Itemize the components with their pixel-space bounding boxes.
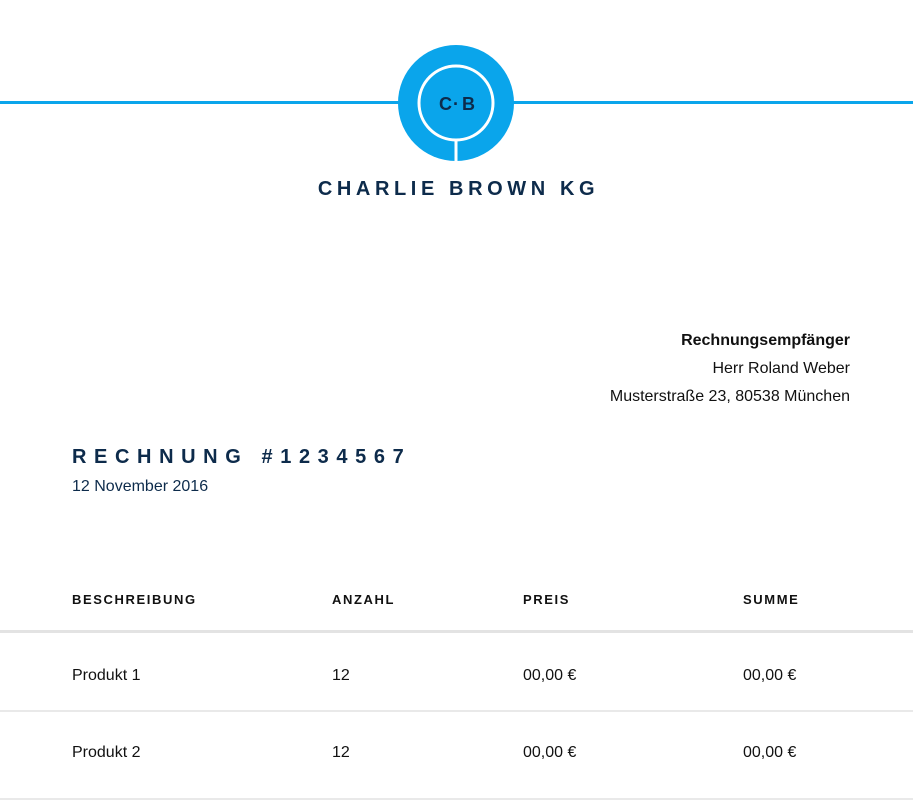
column-header-description: BESCHREIBUNG [72,592,197,607]
recipient-name: Herr Roland Weber [712,360,850,377]
cell-total: 00,00 € [743,744,797,761]
invoice-date: 12 November 2016 [72,478,209,495]
cell-total: 00,00 € [743,667,797,684]
company-logo [398,45,514,161]
row-divider [0,798,913,800]
cell-description: Produkt 1 [72,667,141,684]
recipient-address: Musterstraße 23, 80538 München [609,388,850,405]
column-header-price: PREIS [523,592,571,607]
cell-price: 00,00 € [523,744,577,761]
logo-monogram-c: C [439,94,452,114]
cell-quantity: 12 [332,744,350,761]
cell-description: Produkt 2 [72,744,141,761]
row-divider [0,710,913,712]
logo-monogram-dot: · [453,94,459,114]
recipient-title: Rechnungsempfänger [681,332,850,349]
logo-monogram-b: B [462,94,475,114]
cell-price: 00,00 € [523,667,577,684]
column-header-total: SUMME [743,592,800,607]
invoice-title: RECHNUNG #1234567 [72,446,412,468]
cell-quantity: 12 [332,667,350,684]
recipient-block [610,330,850,414]
column-header-quantity: ANZAHL [332,592,396,607]
company-name: CHARLIE BROWN KG [317,178,600,200]
table-header-rule [0,630,913,633]
